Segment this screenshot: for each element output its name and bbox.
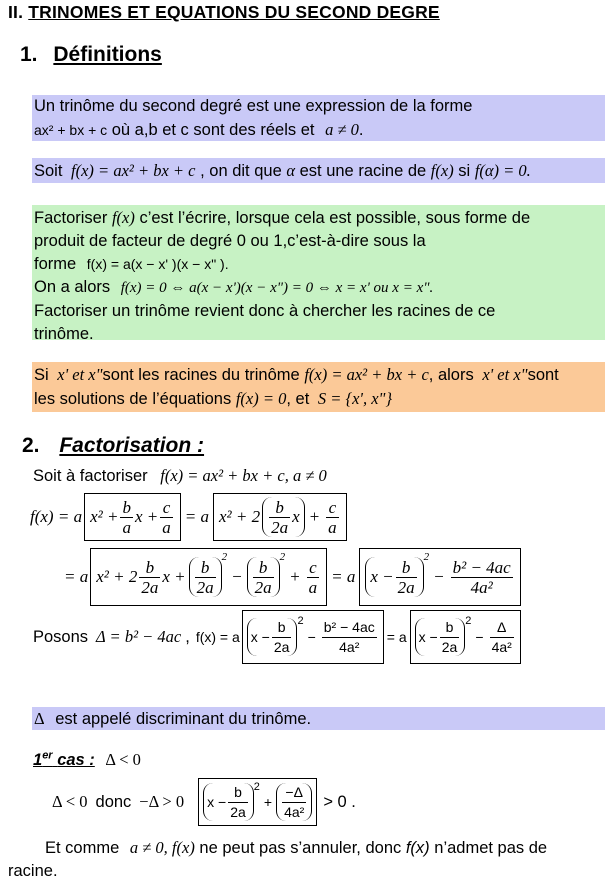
conclusion <box>8 836 604 883</box>
box3-l4a: On a alors <box>34 278 111 296</box>
eq1-twoa: 2a <box>271 517 289 537</box>
discriminant-box <box>32 707 605 730</box>
posons-comma: , <box>185 627 190 646</box>
eq1-x: x + <box>134 507 159 526</box>
box5-delta: Δ <box>34 709 45 728</box>
posons-sq-1: 2 <box>297 615 304 627</box>
eq2-disc: b² − 4ac <box>452 557 511 577</box>
cas1-paren-2 <box>276 783 312 821</box>
cas1-cond: Δ < 0 <box>105 749 141 769</box>
conclusion-fx: f(x) <box>405 839 430 857</box>
eq2-sq-1: 2 <box>221 551 228 563</box>
box4-xx: x' et x" <box>57 365 103 384</box>
cas1-xm: x − <box>207 794 227 810</box>
eq2-frac-b2a-4 <box>396 558 417 597</box>
eq2-frac-b2a <box>139 558 160 597</box>
posons-frac-b2a <box>272 618 292 657</box>
posons-paren-2 <box>415 618 466 656</box>
box4-c: sont <box>527 366 559 384</box>
eq1-b2: b <box>269 498 290 518</box>
box4-xx2: x' et x" <box>482 365 528 384</box>
posons-b: b <box>272 618 292 638</box>
box3-l3f: f(x) = a(x − x' )(x − x" ). <box>86 256 229 272</box>
box4-f0: f(x) = 0 <box>235 389 287 408</box>
box3-l6: trinôme. <box>34 325 94 343</box>
eq2-x2: x² + 2 <box>96 567 138 586</box>
section-title <box>8 2 440 23</box>
eq1-frac-ca <box>160 498 173 537</box>
cas1-label-2: cas : <box>57 750 95 769</box>
posons-frac-b2a-2 <box>440 618 460 657</box>
eq2-paren-1 <box>189 557 222 597</box>
box2-alpha: α <box>286 161 296 180</box>
section-number: II. <box>8 2 24 22</box>
eq2-b-3: b <box>253 558 274 578</box>
cas1-heading <box>33 749 141 770</box>
posons-frac-delta <box>490 618 514 657</box>
box5-text: est appelé discriminant du trinôme. <box>55 710 312 728</box>
eq2-frac-disc <box>451 558 513 597</box>
cas1-bracket <box>198 778 317 826</box>
eq2-bracket-1 <box>90 548 327 606</box>
eq2-b-2: b <box>195 558 216 578</box>
box2-si: si <box>458 162 471 180</box>
eq1-plus: + <box>308 507 321 526</box>
eq2-twoa: 2a <box>141 577 159 597</box>
box3-l2: produit de facteur de degré 0 ou 1,c’est-à-dire sous la <box>34 232 426 250</box>
box1-formula: ax² + bx + c <box>34 122 108 138</box>
eq2-paren-3 <box>365 557 423 597</box>
cas1-md: −Δ <box>282 783 306 803</box>
eq1-paren <box>262 497 305 537</box>
posons-xm-2: x − <box>418 629 438 645</box>
section-heading: TRINOMES ET EQUATIONS DU SECOND DEGRE <box>28 2 440 22</box>
box4-e: , et <box>286 390 310 408</box>
eq2-bracket-2 <box>359 548 520 606</box>
posons-twoa: 2a <box>273 638 290 655</box>
posons-bracket-2 <box>410 610 521 664</box>
factorisation-title: Factorisation : <box>59 434 205 457</box>
eq1-frac-ba <box>120 498 133 537</box>
posons-eq: = a <box>386 629 407 645</box>
conclusion-cond: a ≠ 0, f(x) <box>129 838 195 857</box>
definitions-number: 1. <box>20 43 38 66</box>
factorisation-heading <box>22 434 204 458</box>
eq2-b: b <box>139 558 160 578</box>
cas1-paren-1 <box>203 783 254 821</box>
cas1-plus: + <box>263 794 273 810</box>
posons-minus-2: − <box>475 629 484 645</box>
cas1-sup: er <box>42 749 53 761</box>
posons-bracket-1 <box>242 610 384 664</box>
conclusion-a: Et comme <box>45 839 120 857</box>
cas1-frac-delta <box>282 783 306 822</box>
eq1-x2b: x² + 2 <box>218 507 261 526</box>
soit-formula: f(x) = ax² + bx + c, a ≠ 0 <box>160 466 327 485</box>
eq1-frac-ca2 <box>326 498 339 537</box>
soit-line <box>33 466 327 486</box>
posons-den: 4a² <box>339 638 360 655</box>
eq2-paren-2 <box>247 557 280 597</box>
posons-twoa-2: 2a <box>441 638 458 655</box>
cas1-den: 4a² <box>284 803 305 820</box>
eq2-sq-2: 2 <box>279 551 286 563</box>
eq1-a3: a <box>328 517 337 537</box>
box4-a: sont les racines du trinôme <box>102 366 300 384</box>
box1-text: où a,b et c sont des réels et <box>111 121 315 139</box>
box1-line2 <box>34 118 603 142</box>
conclusion-b: ne peut pas s’annuler, donc <box>199 839 402 857</box>
eq2-plus: + <box>289 567 301 586</box>
definitions-heading <box>20 43 162 67</box>
posons-text: Posons <box>33 627 89 646</box>
factorisation-number: 2. <box>22 434 40 457</box>
box2-soit: Soit <box>34 162 63 180</box>
box4-fx: f(x) = ax² + bx + c <box>304 365 429 384</box>
box2-mid: , on dit que <box>200 162 282 180</box>
eq2-eq: = a <box>64 567 89 586</box>
box4-d: les solutions de l’équations <box>34 390 232 408</box>
equation-2 <box>64 546 521 608</box>
box1-end: . <box>358 121 364 139</box>
cas1-l2a: Δ < 0 <box>52 792 88 811</box>
eq1-c2: c <box>326 498 339 518</box>
box3-l4f: f(x) = 0 ⇔ a(x − x')(x − x") = 0 ⇔ x = x' ou x = x". <box>120 280 434 296</box>
posons-frac-disc <box>322 618 377 657</box>
factorisation-definition-box <box>32 205 605 343</box>
eq1-bracket-1 <box>84 493 181 541</box>
posons-f: f(x) = a <box>195 629 240 645</box>
cas1-frac-b2a <box>228 783 248 822</box>
eq2-eq2: = a <box>331 567 356 586</box>
posons-den2: 4a² <box>491 638 512 655</box>
box3-l5: Factoriser un trinôme revient donc à chercher les racines de ce <box>34 302 496 320</box>
eq1-x2: x² + <box>90 507 119 526</box>
box2-fx2: f(x) <box>430 161 454 180</box>
posons-xm: x − <box>250 629 270 645</box>
eq1-lhs: f(x) = a <box>30 507 83 526</box>
posons-sq-2: 2 <box>465 615 472 627</box>
eq2-c: c <box>307 558 320 578</box>
eq1-a: a <box>122 517 131 537</box>
cas1-donc: donc <box>95 792 132 811</box>
cas1-label <box>33 751 95 769</box>
cas1-line2 <box>52 776 356 828</box>
box2-mid2: est une racine de <box>299 162 427 180</box>
eq2-twoa-3: 2a <box>254 577 272 597</box>
box3-l3a: forme <box>34 255 77 273</box>
box4-S: S = {x', x"} <box>317 389 393 408</box>
eq2-minus: − <box>231 567 243 586</box>
box2-falpha: f(α) = 0. <box>474 161 531 180</box>
box1-line1: Un trinôme du second degré est une expression de la forme <box>34 97 473 115</box>
eq2-b-4: b <box>396 558 417 578</box>
box3-l1a: Factoriser <box>34 209 108 227</box>
eq1-b: b <box>122 497 131 517</box>
eq1-eq: = a <box>184 507 209 526</box>
eq2-frac-b2a-3 <box>253 558 274 597</box>
equation-1 <box>30 490 347 544</box>
conclusion-c: n’admet pas de <box>434 839 548 857</box>
eq2-x: x + <box>162 567 186 586</box>
eq2-twoa-4: 2a <box>397 577 415 597</box>
posons-minus: − <box>307 629 316 645</box>
conclusion-d: racine. <box>8 862 58 880</box>
posons-b-2: b <box>440 618 460 638</box>
eq1-xend: x <box>292 507 300 526</box>
eq2-a: a <box>308 577 318 597</box>
eq2-frac-ca <box>307 558 320 597</box>
cas1-l2b: −Δ > 0 <box>139 792 185 811</box>
eq2-twoa-2: 2a <box>196 577 214 597</box>
eq2-frac-b2a-2 <box>195 558 216 597</box>
box2-fx: f(x) = ax² + bx + c <box>71 161 196 180</box>
box4-si: Si <box>34 366 49 384</box>
box3-l1b: c’est l’écrire, lorsque cela est possible, sous forme de <box>139 209 531 227</box>
posons-d: Δ <box>490 618 514 638</box>
box1-cond: a ≠ 0 <box>325 120 359 139</box>
posons-disc: b² − 4ac <box>322 618 377 638</box>
posons-paren-1 <box>247 618 298 656</box>
eq1-c: c <box>160 498 173 518</box>
eq1-a2: a <box>162 517 171 537</box>
eq2-minus-2: − <box>433 567 445 586</box>
eq2-sq-3: 2 <box>423 551 430 563</box>
solutions-box <box>32 362 605 412</box>
eq2-xm: x − <box>370 567 394 586</box>
trinome-definition-box <box>32 95 605 141</box>
cas1-twoa: 2a <box>230 803 246 820</box>
box4-b: , alors <box>428 366 474 384</box>
eq2-den: 4a² <box>470 577 493 597</box>
eq1-bracket-2 <box>213 493 347 541</box>
definitions-title: Définitions <box>53 43 162 66</box>
cas1-sq-1: 2 <box>253 781 260 793</box>
racine-definition-box <box>32 158 605 183</box>
posons-delta: Δ = b² − 4ac <box>96 627 182 646</box>
cas1-b: b <box>228 783 248 803</box>
eq1-frac-b2a <box>269 498 290 537</box>
posons-line <box>33 608 521 666</box>
cas1-label-1: 1 <box>33 750 43 769</box>
soit-text: Soit à factoriser <box>33 467 148 485</box>
box3-l1f: f(x) <box>111 208 135 227</box>
cas1-gt: > 0 . <box>323 792 356 811</box>
